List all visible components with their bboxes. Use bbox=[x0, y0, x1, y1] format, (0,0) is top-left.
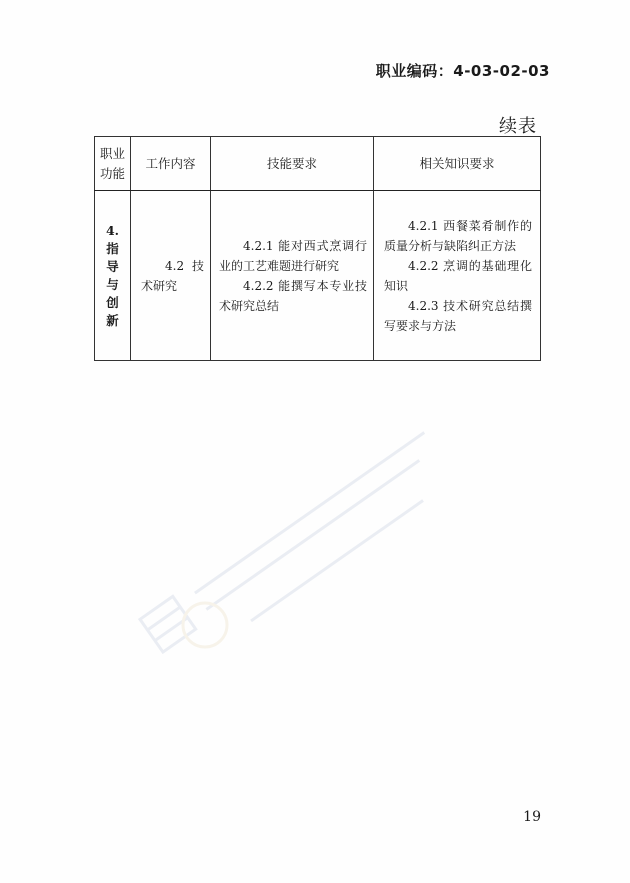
content-text: 4.2 技术研究 bbox=[141, 258, 204, 293]
function-char: 指 bbox=[106, 240, 119, 256]
function-char: 导 bbox=[106, 258, 119, 274]
header-function-line1: 职业 bbox=[99, 145, 125, 161]
content-cell bbox=[131, 191, 211, 361]
table-header-row bbox=[95, 137, 541, 191]
continued-label: 续表 bbox=[499, 116, 537, 137]
skill-item: 4.2.1 能对西式烹调行业的工艺难题进行研究 bbox=[219, 238, 367, 273]
publisher-watermark bbox=[95, 370, 475, 690]
knowledge-item: 4.2.3 技术研究总结撰写要求与方法 bbox=[384, 298, 532, 333]
occupation-code: 职业编码：4-03-02-03 bbox=[375, 62, 550, 80]
header-function-line2: 功能 bbox=[99, 165, 125, 181]
function-cell bbox=[95, 191, 131, 361]
skills-cell bbox=[211, 191, 374, 361]
table-row bbox=[95, 191, 541, 361]
knowledge-item: 4.2.1 西餐菜肴制作的质量分析与缺陷纠正方法 bbox=[384, 218, 532, 253]
function-char: 新 bbox=[106, 312, 119, 328]
skill-item: 4.2.2 能撰写本专业技术研究总结 bbox=[219, 278, 367, 313]
header-knowledge: 相关知识要求 bbox=[374, 137, 541, 191]
skills-table bbox=[94, 136, 541, 361]
header-skills: 技能要求 bbox=[211, 137, 374, 191]
header-content: 工作内容 bbox=[131, 137, 211, 191]
knowledge-cell bbox=[374, 191, 541, 361]
function-char: 与 bbox=[106, 276, 119, 292]
knowledge-item: 4.2.2 烹调的基础理化知识 bbox=[384, 258, 532, 293]
header-function bbox=[95, 137, 131, 191]
function-number: 4. bbox=[105, 222, 120, 238]
page-number: 19 bbox=[523, 809, 541, 825]
function-char: 创 bbox=[106, 294, 119, 310]
